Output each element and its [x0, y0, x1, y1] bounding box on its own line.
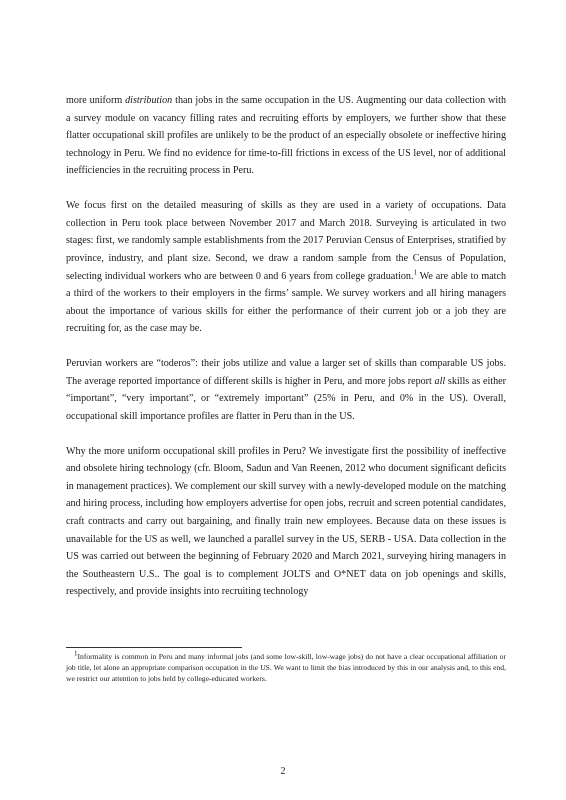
paragraph-4: [66, 443, 506, 601]
paragraph-text: skills as either “important”, “very important”, or “extremely important” (25% in Peru, and 0% in the US). Overall, occupational skill importance profiles are flatter in Peru than in the US.: [66, 375, 506, 422]
paragraph-text: We are able to match a third of the workers to their employers in the firms’ sample. We survey workers and all hiring managers about the importance of various skills for either the performance of their current job or a job they are recruiting for, as the case may be.: [66, 270, 507, 335]
paragraph-2: [66, 197, 506, 338]
footnote: [66, 651, 506, 685]
paragraph-1: [66, 92, 506, 180]
body-text: [66, 92, 506, 601]
page-number: 2: [280, 766, 286, 777]
footnote-rule: [66, 647, 242, 648]
paragraph-3: [66, 355, 506, 425]
paragraph-text: more uniform: [66, 95, 126, 106]
paragraph-text: We focus first on the detailed measuring of skills as they are used in a variety of occupations. Data collection in Peru took place between November 2017 and March 2018. Surveying is articulated in two stages: first, we randomly sample establishments from the 2017 Peruvian Census of Enterprises, stratified by province, industry, and plant size. Second, we draw a random sample from the Census of Population, selecting individual workers who are between 0 and 6 years from college graduation.: [66, 200, 506, 282]
footnote-1: [66, 651, 506, 685]
footnote-marker: 1: [74, 649, 78, 658]
paragraph-text: than jobs in the same occupation in the US. Augmenting our data collection with a survey module on vacancy filling rates and recruiting efforts by employers, we further show that these flatter occupational skill profiles are unlikely to be the product of an especially obsolete or ineffective hiring technology in Peru. We find no evidence for time-to-fill frictions in excess of the US level, nor of additional inefficiencies in the recruiting process in Peru.: [66, 95, 506, 177]
emphasis-text: distribution: [125, 95, 173, 106]
paragraph-text: Why the more uniform occupational skill profiles in Peru? We investigate first the possibility of ineffective and obsolete hiring technology (cfr. Bloom, Sadun and Van Reenen, 2012 who document significant deficits in management practices). We complement our skill survey with a newly-developed module on the matching and hiring process, including how employers advertise for open jobs, recruit and screen potential candidates, craft contracts and carry out bargaining, and finally train new employees. Because data on these issues is unavailable for the US as well, we launched a parallel survey in the US, SERB - USA. Data collection in the US was carried out between the beginning of February 2020 and March 2021, surveying hiring managers in the Southeastern U.S.. The goal is to complement JOLTS and O*NET data on job openings and skills, respectively, and provide insights into recruiting technology: [66, 445, 506, 598]
paragraph-text: Peruvian workers are “toderos”: their jobs utilize and value a larger set of skills than comparable US jobs. The average reported importance of different skills is higher in Peru, and more jobs report: [66, 358, 506, 387]
emphasis-text: all: [434, 375, 446, 387]
footnote-ref: 1: [413, 268, 417, 277]
footnote-text: Informality is common in Peru and many informal jobs (and some low-skill, low-wage jobs) do not have a clear occupational affiliation or job title, let alone an appropriate comparison occupation in the US. We want to limit the bias introduced by this in our analysis and, to this end, we restrict our attention to jobs held by college-educated workers.: [66, 652, 506, 684]
